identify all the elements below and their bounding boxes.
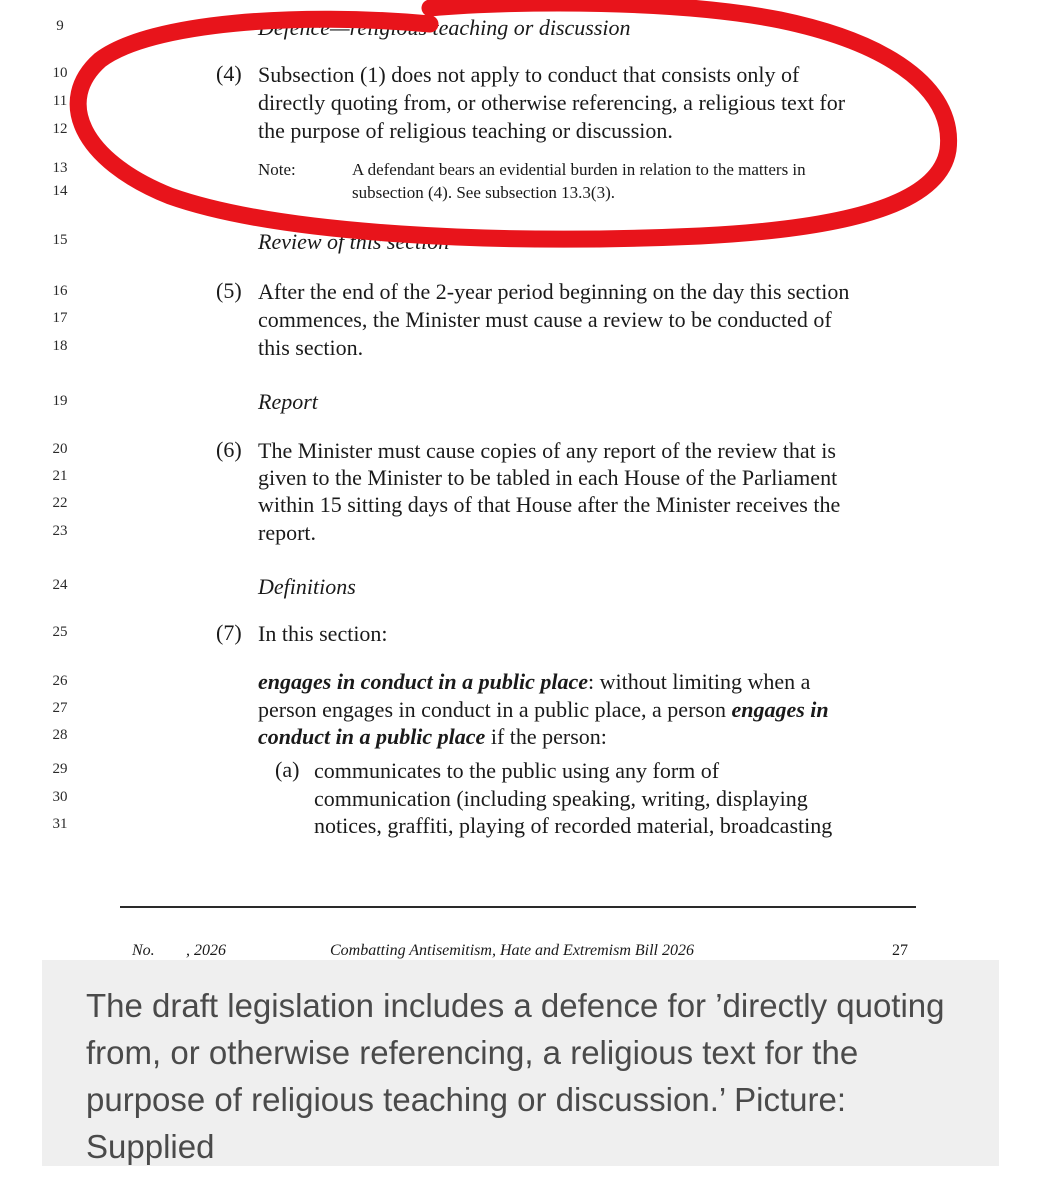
paragraph-text-line: communication (including speaking, writing, displaying [314, 786, 808, 811]
line-number: 31 [52, 816, 68, 832]
line-number: 25 [52, 624, 68, 640]
subsection-text-line: In this section: [258, 621, 388, 646]
definition-line [258, 723, 607, 750]
line-number: 11 [52, 93, 68, 109]
line-number: 21 [52, 468, 68, 484]
subsection-number: (4) [216, 61, 242, 86]
subsection-number: (7) [216, 620, 242, 645]
subsection-number: (5) [216, 278, 242, 303]
line-number: 17 [52, 310, 68, 326]
line-number: 28 [52, 727, 68, 743]
subsection-text-line: report. [258, 520, 317, 545]
line-number: 24 [52, 577, 68, 593]
section-heading-review: Review of this section [258, 229, 450, 254]
footer-rule [120, 906, 916, 908]
subsection-text-line: After the end of the 2-year period beginning on the day this section [258, 279, 850, 304]
definition-text: : without limiting when a [588, 669, 811, 694]
subsection-text-line: directly quoting from, or otherwise referencing, a religious text for [258, 90, 846, 115]
subsection-text-line: given to the Minister to be tabled in each House of the Parliament [258, 465, 838, 490]
footer-bill-title: Combatting Antisemitism, Hate and Extremism Bill 2026 [330, 942, 694, 959]
line-number: 22 [52, 495, 68, 511]
line-number: 10 [52, 65, 68, 81]
line-number: 30 [52, 789, 68, 805]
definition-line [258, 696, 829, 723]
line-number: 15 [52, 232, 68, 248]
line-number: 23 [52, 523, 68, 539]
line-number: 26 [52, 673, 68, 689]
photo-caption-box [42, 960, 999, 1166]
footer-page-number: 27 [892, 942, 908, 959]
definition-text: if the person: [485, 724, 607, 749]
line-number: 27 [52, 700, 68, 716]
line-number: 9 [56, 18, 64, 34]
section-heading-definitions: Definitions [258, 574, 356, 599]
defined-term: engages in conduct in a public place [258, 669, 588, 694]
line-number: 18 [52, 338, 68, 354]
line-number: 20 [52, 441, 68, 457]
note-text-line: subsection (4). See subsection 13.3(3). [352, 183, 615, 202]
note-label: Note: [258, 160, 296, 179]
section-heading-report: Report [258, 389, 318, 414]
subsection-text-line: this section. [258, 335, 364, 360]
line-number: 14 [52, 183, 68, 199]
subsection-text-line: within 15 sitting days of that House after the Minister receives the [258, 492, 841, 517]
subsection-text-line: commences, the Minister must cause a review to be conducted of [258, 307, 832, 332]
definition-line [258, 668, 810, 695]
paragraph-text-line: communicates to the public using any form of [314, 758, 720, 783]
line-number: 29 [52, 761, 68, 777]
subsection-text-line: Subsection (1) does not apply to conduct that consists only of [258, 62, 800, 87]
note-text-line: A defendant bears an evidential burden in relation to the matters in [352, 160, 806, 179]
photo-caption: The draft legislation includes a defence for ’directly quoting from, or otherwise referencing, a religious text for the purpose of religious teaching or discussion.’ Picture: Supplied [86, 987, 945, 1165]
footer-year: , 2026 [186, 942, 226, 959]
line-number: 13 [52, 160, 68, 176]
line-number: 12 [52, 121, 68, 137]
section-heading-defence: Defence—religious teaching or discussion [258, 15, 631, 40]
defined-term: conduct in a public place [258, 724, 486, 749]
paragraph-text-line: notices, graffiti, playing of recorded material, broadcasting [314, 813, 833, 838]
defined-term: engages in [731, 697, 829, 722]
paragraph-number: (a) [275, 757, 300, 782]
line-number: 16 [52, 283, 68, 299]
subsection-text-line: the purpose of religious teaching or discussion. [258, 118, 673, 143]
definition-text: person engages in conduct in a public place, a person [258, 697, 732, 722]
line-number: 19 [52, 393, 68, 409]
subsection-text-line: The Minister must cause copies of any report of the review that is [258, 438, 836, 463]
footer-bill-number: No. [132, 942, 155, 959]
subsection-number: (6) [216, 437, 242, 462]
